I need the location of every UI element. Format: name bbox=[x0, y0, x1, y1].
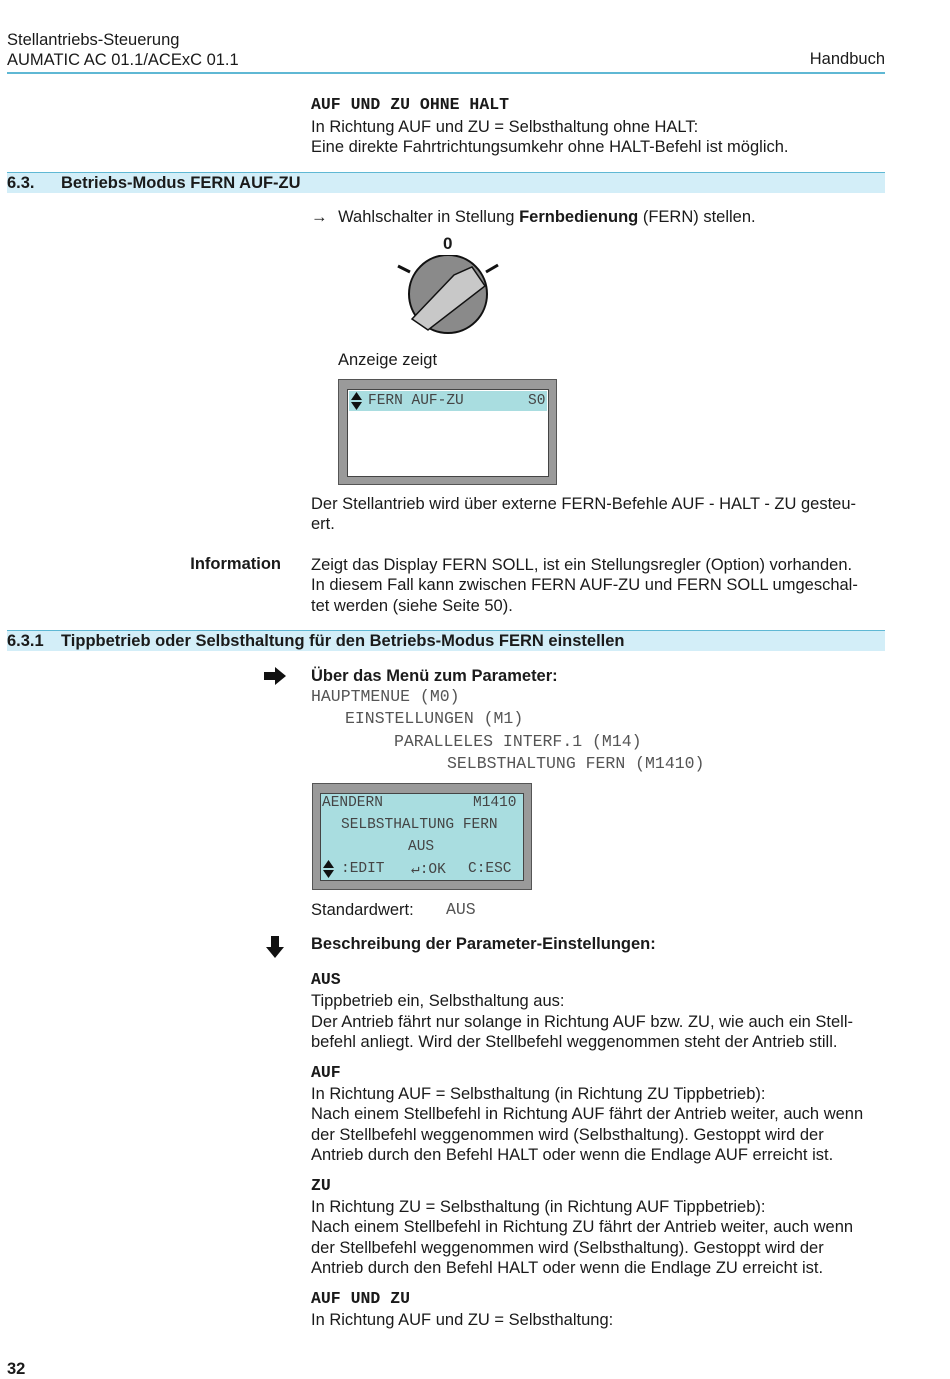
menu-path-item-0: HAUPTMENUE (M0) bbox=[311, 687, 460, 706]
lcd-esc-label: C:ESC bbox=[468, 861, 512, 877]
lcd-ok-label: ↵:OK bbox=[411, 862, 446, 878]
display-caption: Anzeige zeigt bbox=[338, 351, 438, 369]
default-label: Standardwert: bbox=[311, 901, 414, 919]
param-zu-line-0: In Richtung ZU = Selbsthaltung (in Richtung AUF Tippbetrieb): bbox=[311, 1198, 766, 1216]
display-m1410 bbox=[312, 783, 532, 890]
param-zu-line-2: der Stellbefehl weggenommen wird (Selbsthaltung). Gestoppt wird der bbox=[311, 1239, 824, 1257]
lcd-edit-label: :EDIT bbox=[341, 861, 385, 877]
display-fern-auf-zu bbox=[338, 379, 557, 485]
description-line-2: ert. bbox=[311, 515, 335, 533]
information-label: Information bbox=[190, 555, 281, 573]
section-heading-6-3 bbox=[7, 172, 885, 193]
description-line-1: Der Stellantrieb wird über externe FERN-Befehle AUF - HALT - ZU gesteu- bbox=[311, 495, 857, 513]
up-down-arrows-icon bbox=[323, 860, 334, 878]
param-auf-und-zu-line-0: In Richtung AUF und ZU = Selbsthaltung: bbox=[311, 1311, 614, 1329]
display-status-code: S0 bbox=[528, 393, 546, 409]
param-zu-line-3: Antrieb durch den Befehl HALT oder wenn die Endlage ZU erreicht ist. bbox=[311, 1259, 824, 1277]
param-zu-line-1: Nach einem Stellbefehl in Richtung ZU fährt der Antrieb weiter, auch wenn bbox=[311, 1218, 854, 1236]
instruction-suffix: (FERN) stellen. bbox=[638, 208, 756, 226]
info-line-3: tet werden (siehe Seite 50). bbox=[311, 597, 513, 615]
param-zu-title: ZU bbox=[311, 1176, 331, 1195]
menu-path-item-3: SELBSTHALTUNG FERN (M1410) bbox=[447, 754, 705, 773]
header-line-2: AUMATIC AC 01.1/ACExC 01.1 bbox=[7, 51, 239, 69]
menu-path-item-1: EINSTELLUNGEN (M1) bbox=[345, 709, 524, 728]
section-number: 6.3. bbox=[7, 174, 35, 192]
description-heading: Beschreibung der Parameter-Einstellungen: bbox=[311, 935, 656, 953]
lcd-row-1-left: AENDERN bbox=[322, 795, 383, 811]
param-aus-line-2: befehl anliegt. Wird der Stellbefehl weggenommen steht der Antrieb still. bbox=[311, 1033, 838, 1051]
header-rule bbox=[7, 72, 885, 74]
header-title bbox=[7, 30, 239, 70]
intro-line-2: Eine direkte Fahrtrichtungsumkehr ohne HALT-Befehl ist möglich. bbox=[311, 138, 789, 156]
switch-zero-label: 0 bbox=[443, 234, 453, 253]
info-line-1: Zeigt das Display FERN SOLL, ist ein Stellungsregler (Option) vorhanden. bbox=[311, 556, 853, 574]
param-auf-line-0: In Richtung AUF = Selbsthaltung (in Richtung ZU Tippbetrieb): bbox=[311, 1085, 766, 1103]
param-aus-line-1: Der Antrieb fährt nur solange in Richtung AUF bzw. ZU, wie auch ein Stell- bbox=[311, 1013, 854, 1031]
section-number: 6.3.1 bbox=[7, 632, 44, 650]
menu-heading: Über das Menü zum Parameter: bbox=[311, 667, 558, 685]
default-value: AUS bbox=[446, 900, 476, 919]
selector-switch-icon bbox=[390, 255, 510, 340]
arrow-right-icon: → bbox=[311, 208, 328, 226]
instruction-line bbox=[311, 207, 756, 228]
menu-path-item-2: PARALLELES INTERF.1 (M14) bbox=[394, 732, 642, 751]
param-auf-und-zu-title: AUF UND ZU bbox=[311, 1289, 411, 1308]
display-screen bbox=[320, 793, 524, 881]
section-title: Betriebs-Modus FERN AUF-ZU bbox=[61, 174, 301, 192]
param-auf-line-3: Antrieb durch den Befehl HALT oder wenn die Endlage AUF erreicht ist. bbox=[311, 1146, 834, 1164]
display-mode-text: FERN AUF-ZU bbox=[368, 393, 464, 409]
header-line-1: Stellantriebs-Steuerung bbox=[7, 31, 180, 49]
intro-line-1: In Richtung AUF und ZU = Selbsthaltung ohne HALT: bbox=[311, 118, 699, 136]
display-screen bbox=[347, 389, 549, 477]
instruction-prefix: Wahlschalter in Stellung bbox=[338, 208, 520, 226]
intro-title: AUF UND ZU OHNE HALT bbox=[311, 95, 510, 114]
lcd-row-2: SELBSTHALTUNG FERN bbox=[341, 817, 498, 833]
param-aus-line-0: Tippbetrieb ein, Selbsthaltung aus: bbox=[311, 992, 565, 1010]
info-line-2: In diesem Fall kann zwischen FERN AUF-ZU und FERN SOLL umgeschal- bbox=[311, 576, 858, 594]
arrow-down-bold-icon bbox=[266, 936, 284, 958]
param-auf-line-1: Nach einem Stellbefehl in Richtung AUF fährt der Antrieb weiter, auch wenn bbox=[311, 1105, 864, 1123]
arrow-right-bold-icon bbox=[264, 667, 286, 685]
up-down-arrows-icon bbox=[351, 392, 362, 410]
header-right: Handbuch bbox=[809, 50, 885, 68]
param-auf-line-2: der Stellbefehl weggenommen wird (Selbsthaltung). Gestoppt wird der bbox=[311, 1126, 824, 1144]
instruction-bold: Fernbedienung bbox=[519, 208, 639, 226]
page-number: 32 bbox=[7, 1360, 26, 1378]
section-heading-6-3-1 bbox=[7, 630, 885, 651]
param-aus-title: AUS bbox=[311, 970, 341, 989]
lcd-row-3: AUS bbox=[408, 839, 435, 855]
lcd-row-1-right: M1410 bbox=[473, 795, 517, 811]
section-title: Tippbetrieb oder Selbsthaltung für den Betriebs-Modus FERN einstellen bbox=[61, 632, 625, 650]
param-auf-title: AUF bbox=[311, 1063, 341, 1082]
